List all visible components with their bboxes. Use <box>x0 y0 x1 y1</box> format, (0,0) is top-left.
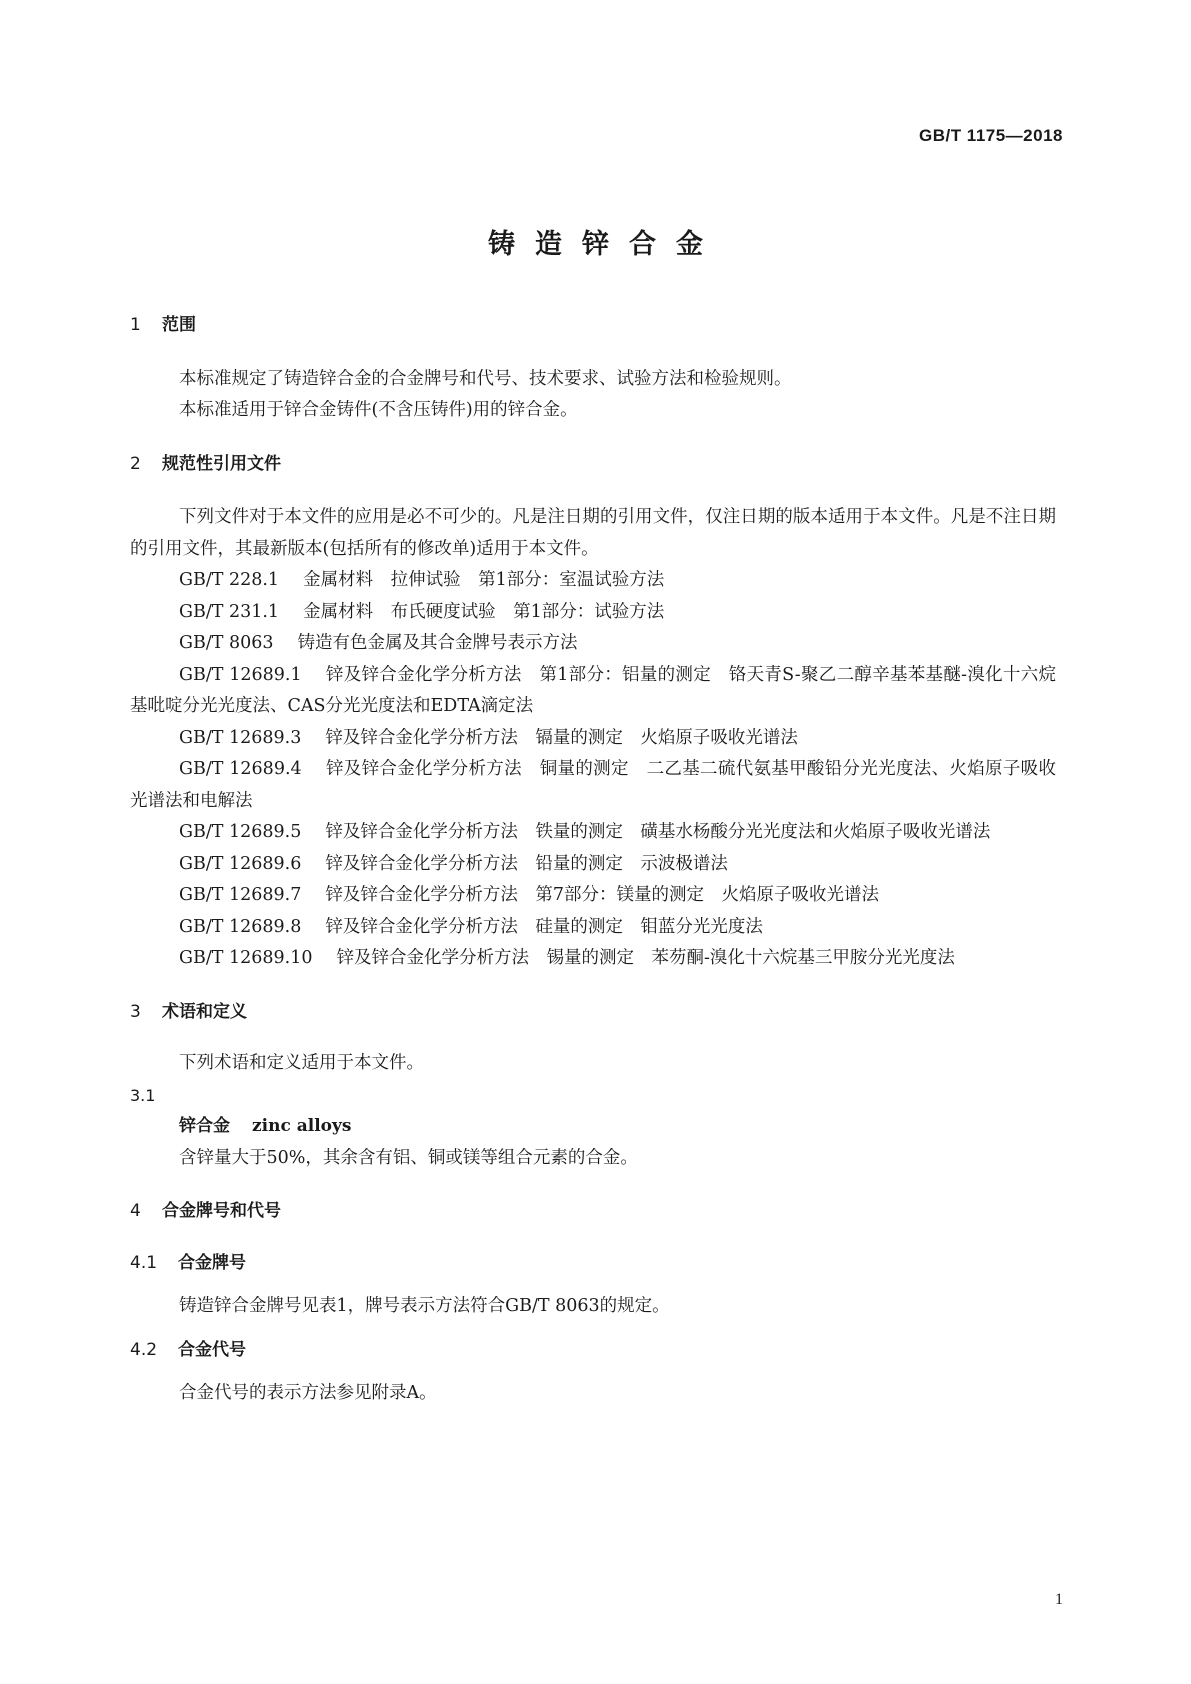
reference-title: 锌及锌合金化学分析方法 铜量的测定 二乙基二硫代氨基甲酸铅分光光度法、火焰原子吸收光谱法和电解法 <box>130 759 1056 811</box>
section-2-heading <box>130 449 1056 481</box>
term-english: zinc alloys <box>252 1116 352 1136</box>
page-number: 1 <box>1055 1591 1063 1608</box>
paragraph: 下列文件对于本文件的应用是必不可少的。凡是注日期的引用文件，仅注日期的版本适用于本文件。凡是不注日期的引用文件，其最新版本(包括所有的修改单)适用于本文件。 <box>130 507 1056 559</box>
reference-title: 锌及锌合金化学分析方法 镉量的测定 火焰原子吸收光谱法 <box>325 727 798 748</box>
reference-entry <box>130 912 1056 944</box>
reference-entry <box>130 880 1056 912</box>
section-4-heading <box>130 1196 1056 1228</box>
subsection-4-1-heading <box>130 1248 1056 1280</box>
section-3-heading <box>130 997 1056 1029</box>
reference-code: GB/T 12689.3 <box>179 727 302 748</box>
reference-title: 锌及锌合金化学分析方法 第7部分：镁量的测定 火焰原子吸收光谱法 <box>325 885 879 905</box>
reference-entry <box>130 754 1056 817</box>
reference-title: 铸造有色金属及其合金牌号表示方法 <box>297 633 578 653</box>
term-entry <box>130 1111 1056 1143</box>
reference-code: GB/T 228.1 <box>179 570 280 590</box>
section-title: 术语和定义 <box>162 1001 247 1022</box>
subsection-title: 合金牌号 <box>178 1252 246 1273</box>
reference-title: 锌及锌合金化学分析方法 铅量的测定 示波极谱法 <box>325 853 728 874</box>
reference-code: GB/T 12689.5 <box>179 822 302 842</box>
reference-title: 锌及锌合金化学分析方法 第1部分：铝量的测定 铬天青S-聚乙二醇辛基苯基醚-溴化十六烷基吡啶分光光度法、CAS分光光度法和EDTA滴定法 <box>130 664 1056 716</box>
reference-code: GB/T 12689.8 <box>179 916 302 937</box>
subsection-4-2-heading <box>130 1335 1056 1367</box>
subsection-number: 4.1 <box>130 1252 158 1273</box>
term-chinese: 锌合金 <box>179 1116 230 1136</box>
paragraph: 本标准适用于锌合金铸件(不含压铸件)用的锌合金。 <box>179 400 578 420</box>
section-1-heading <box>130 310 1056 342</box>
reference-entry <box>130 723 1056 755</box>
reference-title: 锌及锌合金化学分析方法 硅量的测定 钼蓝分光光度法 <box>325 916 763 937</box>
paragraph: 下列术语和定义适用于本文件。 <box>179 1053 424 1073</box>
document-title: 铸造锌合金 <box>488 229 723 260</box>
reference-entry <box>130 943 1056 975</box>
subsection-title: 合金代号 <box>178 1339 246 1360</box>
reference-code: GB/T 12689.6 <box>179 853 302 874</box>
reference-title: 金属材料 布氏硬度试验 第1部分：试验方法 <box>303 601 665 622</box>
reference-code: GB/T 12689.4 <box>179 759 302 779</box>
section-title: 规范性引用文件 <box>162 453 281 474</box>
paragraph: 本标准规定了铸造锌合金的合金牌号和代号、技术要求、试验方法和检验规则。 <box>179 368 792 389</box>
section-number: 3 <box>130 1001 141 1022</box>
reference-code: GB/T 231.1 <box>179 601 280 622</box>
reference-code: GB/T 12689.7 <box>179 885 302 905</box>
reference-code: GB/T 12689.10 <box>179 948 313 968</box>
term-number: 3.1 <box>130 1085 156 1105</box>
reference-entry <box>130 628 1056 660</box>
reference-entry <box>130 849 1056 881</box>
term-definition: 含锌量大于50%，其余含有铝、铜或镁等组合元素的合金。 <box>179 1147 638 1168</box>
reference-entry <box>130 597 1056 629</box>
reference-title: 金属材料 拉伸试验 第1部分：室温试验方法 <box>303 570 665 590</box>
reference-entry <box>130 565 1056 597</box>
section-title: 合金牌号和代号 <box>162 1201 281 1221</box>
reference-code: GB/T 8063 <box>179 633 274 653</box>
reference-entry <box>130 660 1056 723</box>
subsection-number: 4.2 <box>130 1339 158 1360</box>
standard-code-header: GB/T 1175—2018 <box>918 126 1063 145</box>
document-body <box>130 310 1056 1410</box>
section-title: 范围 <box>162 315 196 335</box>
reference-title: 锌及锌合金化学分析方法 铁量的测定 磺基水杨酸分光光度法和火焰原子吸收光谱法 <box>325 822 991 842</box>
reference-entry <box>130 817 1056 849</box>
section-number: 4 <box>130 1201 141 1221</box>
section-number: 2 <box>130 453 141 474</box>
reference-title: 锌及锌合金化学分析方法 锡量的测定 苯芴酮-溴化十六烷基三甲胺分光光度法 <box>336 948 955 968</box>
paragraph: 铸造锌合金牌号见表1，牌号表示方法符合GB/T 8063的规定。 <box>179 1296 670 1316</box>
section-number: 1 <box>130 315 141 335</box>
reference-code: GB/T 12689.1 <box>179 664 302 685</box>
paragraph: 合金代号的表示方法参见附录A。 <box>179 1383 437 1403</box>
